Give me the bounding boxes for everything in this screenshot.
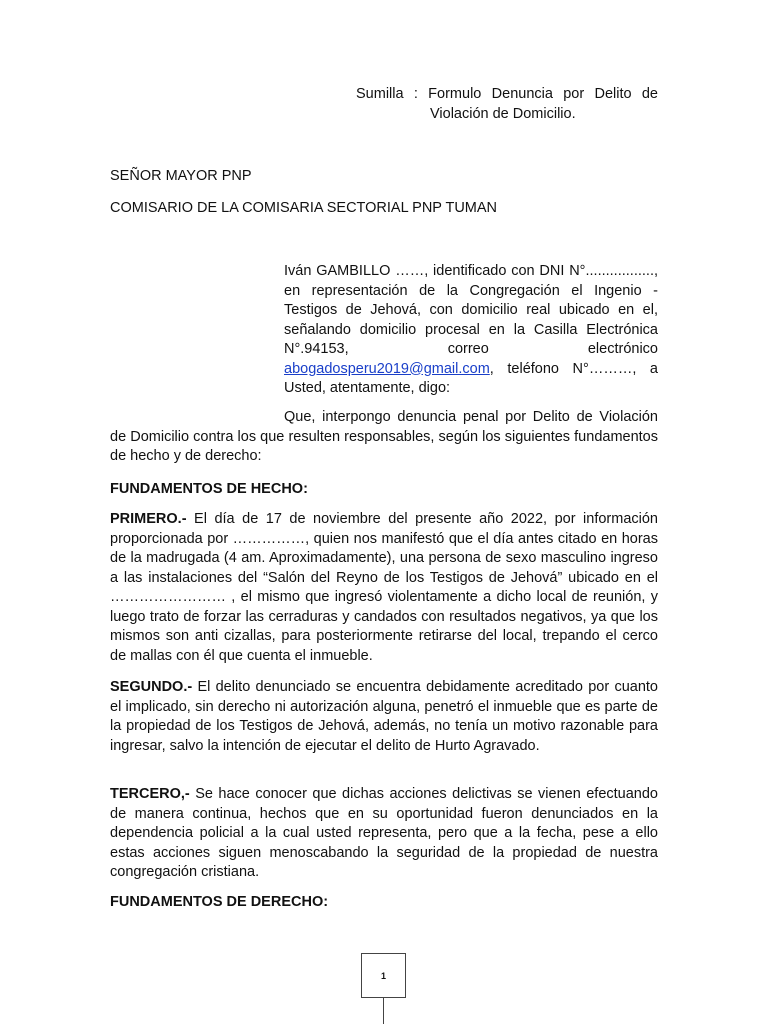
tercero-label: TERCERO,- [110,786,190,802]
segundo-label: SEGUNDO.- [110,679,193,695]
intro-text-after: , teléfono N°………, a Usted, atentamente, digo: [284,360,658,396]
sumilla [356,84,658,124]
paragraph-primero [110,510,658,666]
tercero-text: Se hace conocer que dichas acciones delictivas se vienen efectuando de manera continua, hechos que en su oportunidad fueron denunciados en la dependencia policial a la cual usted representa, pero que a la fecha, pese a ello estas acciones siguen menoscabando la seguridad de la propiedad de nuestra congregación cristiana. [110,786,658,880]
primero-text: El día de 17 de noviembre del presente año 2022, por información proporcionada por ……………, quien nos manifestó que el día antes citado en horas de la madrugada (4 am. Aproximadamente), una persona de sexo masculino ingreso a las instalaciones del “Salón del Reyno de los Testigos de Jehová” ubicado en el …………………… , el mismo que ingresó violentamente a dicho local de reunión, y luego trato de forzar las cerraduras y candados con resultados negativos, ya que los mismos son anti cizallas, para posteriormente retirarse del local, trepando el cerco de mallas con él que cuenta el inmueble. [110,511,658,664]
paragraph-segundo [110,678,658,756]
que-paragraph: Que, interpongo denuncia penal por Delito de Violación de Domicilio contra los que resulten responsables, según los siguientes fundamentos de hecho y de derecho: [110,409,658,464]
segundo-text: El delito denunciado se encuentra debidamente acreditado por cuanto el implicado, sin derecho ni autorización alguna, penetró el inmueble que es parte de la propiedad de los Testigos de Jehová, además, no tenía un motivo razonable para ingresar, salvo la intención de ejecutar el delito de Hurto Agravado. [110,679,658,754]
sumilla-line-2: Violación de Domicilio. [430,106,576,122]
paragraph-tercero [110,785,658,883]
addressee-office: COMISARIO DE LA COMISARIA SECTORIAL PNP TUMAN [110,200,498,216]
page-number: 1 [380,970,386,981]
heading-fundamentos-hecho: FUNDAMENTOS DE HECHO: [110,481,308,497]
page-number-connector-line [383,997,384,1024]
intro-text-before: Iván GAMBILLO ……, identificado con DNI N°................., en representación de la Congregación el Ingenio - Testigos de Jehová, con domicilio real ubicado en el, señalando domicilio procesal en la Casilla Electrónica N°.94153, correo electrónico [284,263,658,357]
heading-fundamentos-derecho: FUNDAMENTOS DE DERECHO: [110,894,329,910]
page-number-box [361,953,406,998]
sumilla-line-1: Sumilla : Formulo Denuncia por Delito de [356,86,658,102]
primero-label: PRIMERO.- [110,511,187,527]
addressee-rank: SEÑOR MAYOR PNP [110,168,252,184]
email-link[interactable]: abogadosperu2019@gmail.com [284,360,490,377]
intro-paragraph [284,262,658,399]
